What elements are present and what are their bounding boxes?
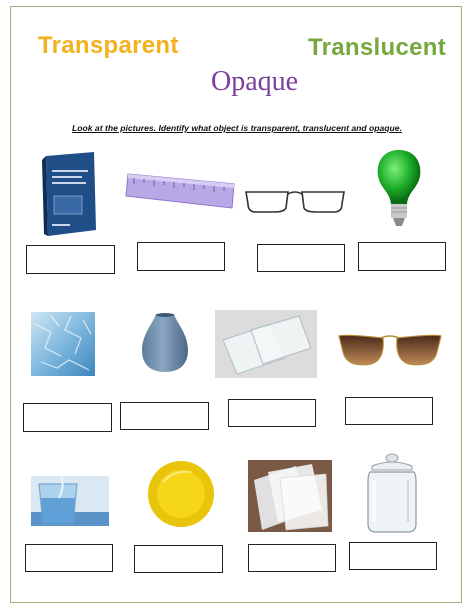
instruction-text: Look at the pictures. Identify what object is transparent, translucent and opaque. — [72, 123, 402, 133]
answer-box-book[interactable] — [26, 245, 115, 274]
answer-box-plate[interactable] — [134, 545, 223, 573]
title-opaque: Opaque — [211, 66, 299, 97]
frosted-sheets-icon — [248, 460, 332, 532]
answer-box-glass-sheets[interactable] — [228, 399, 316, 427]
glass-jar-icon — [364, 452, 420, 534]
title-transparent: Transparent — [38, 32, 179, 59]
ruler-icon — [124, 170, 236, 212]
answer-box-light-bulb[interactable] — [358, 242, 446, 271]
answer-box-sunglasses[interactable] — [345, 397, 433, 425]
water-glass-icon — [31, 476, 109, 526]
frosted-glass-icon — [31, 312, 95, 376]
answer-box-water-glass[interactable] — [25, 544, 113, 572]
answer-box-vase[interactable] — [120, 402, 209, 430]
plate-icon — [147, 460, 215, 528]
glass-sheets-icon — [215, 310, 317, 378]
answer-box-frosted-sheets[interactable] — [248, 544, 336, 572]
answer-box-glass-jar[interactable] — [349, 542, 437, 570]
answer-box-eyeglasses[interactable] — [257, 244, 345, 272]
answer-box-ruler[interactable] — [137, 242, 225, 271]
light-bulb-icon — [376, 148, 422, 228]
sunglasses-icon — [337, 330, 443, 370]
vase-icon — [140, 312, 190, 374]
eyeglasses-icon — [244, 188, 348, 214]
title-translucent: Translucent — [308, 34, 447, 61]
answer-box-frosted-glass[interactable] — [23, 403, 112, 432]
book-icon — [38, 152, 100, 236]
